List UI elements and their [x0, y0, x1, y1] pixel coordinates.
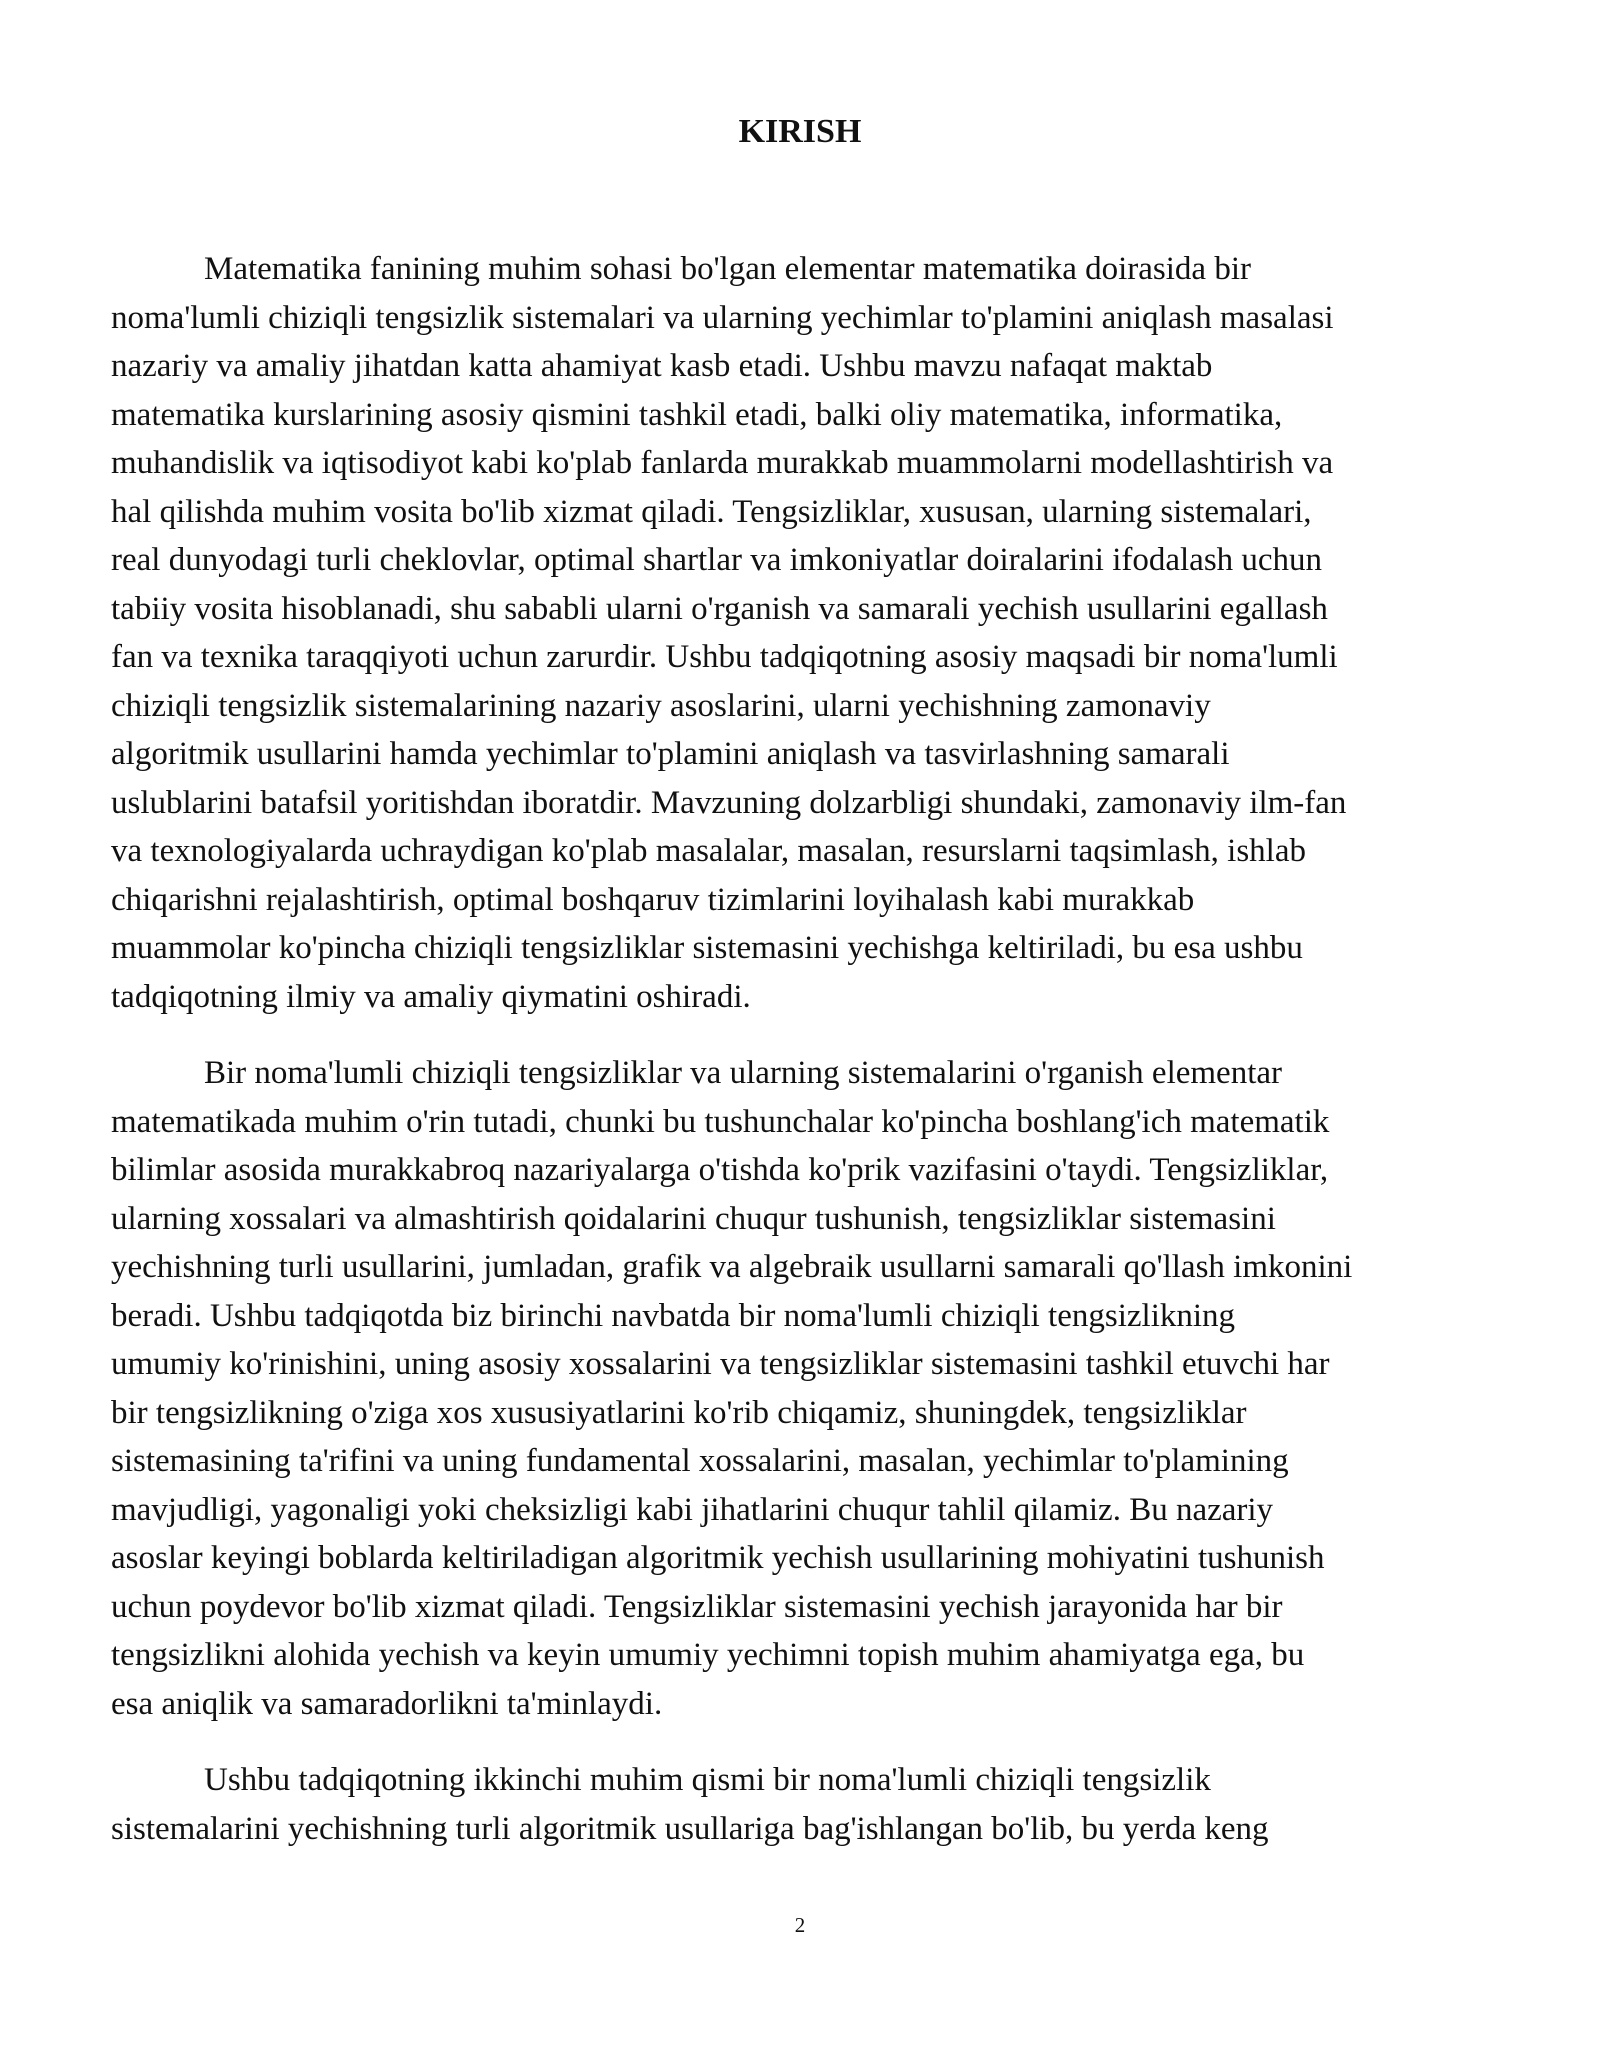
text-line: noma'lumli chiziqli tengsizlik sistemalari va ularning yechimlar to'plamini aniqlash masalasi — [111, 299, 1334, 336]
text-line: chiqarishni rejalashtirish, optimal boshqaruv tizimlarini loyihalash kabi murakkab — [111, 881, 1195, 918]
text-line: matematikada muhim o'rin tutadi, chunki bu tushunchalar ko'pincha boshlang'ich matematik — [111, 1103, 1330, 1140]
text-line: tengsizlikni alohida yechish va keyin umumiy yechimni topish muhim ahamiyatga ega, bu — [111, 1637, 1305, 1673]
paragraph-1 — [111, 245, 1503, 1021]
text-line: tabiiy vosita hisoblanadi, shu sababli ularni o'rganish va samarali yechish usullarini egallash — [111, 590, 1328, 627]
text-line: matematika kurslarining asosiy qismini tashkil etadi, balki oliy matematika, informatika, — [111, 396, 1283, 433]
text-line: bilimlar asosida murakkabroq nazariyalarga o'tishda ko'prik vazifasini o'taydi. Tengsizliklar, — [111, 1152, 1329, 1188]
text-line: fan va texnika taraqqiyoti uchun zarurdir. Ushbu tadqiqotning asosiy maqsadi bir noma'lumli — [111, 639, 1338, 675]
paragraph-2 — [111, 1049, 1503, 1728]
text-line: algoritmik usullarini hamda yechimlar to'plamini aniqlash va tasvirlashning samarali — [111, 736, 1230, 772]
text-line: yechishning turli usullarini, jumladan, grafik va algebraik usullarni samarali qo'llash imkonini — [111, 1249, 1353, 1285]
text-line: hal qilishda muhim vosita bo'lib xizmat qiladi. Tengsizliklar, xususan, ularning sistemalari, — [111, 493, 1312, 530]
text-line: muhandislik va iqtisodiyot kabi ko'plab fanlarda murakkab muammolarni modellashtirish va — [111, 445, 1334, 481]
page-heading: KIRISH — [738, 113, 862, 150]
text-line: uchun poydevor bo'lib xizmat qiladi. Tengsizliklar sistemasini yechish jarayonida har bir — [111, 1588, 1283, 1625]
text-line: esa aniqlik va samaradorlikni ta'minlaydi. — [111, 1685, 663, 1722]
paragraph-3 — [111, 1756, 1503, 1853]
text-line: Matematika fanining muhim sohasi bo'lgan elementar matematika doirasida bir — [204, 251, 1251, 287]
text-line: Bir noma'lumli chiziqli tengsizliklar va ularning sistemalarini o'rganish elementar — [204, 1055, 1283, 1091]
text-line: beradi. Ushbu tadqiqotda biz birinchi navbatda bir noma'lumli chiziqli tengsizlikning — [111, 1297, 1236, 1334]
body-text — [111, 245, 1503, 1881]
text-line: bir tengsizlikning o'ziga xos xususiyatlarini ko'rib chiqamiz, shuningdek, tengsizliklar — [111, 1394, 1247, 1431]
text-line: sistemasining ta'rifini va uning fundamental xossalarini, masalan, yechimlar to'plamining — [111, 1443, 1289, 1479]
text-line: ularning xossalari va almashtirish qoidalarini chuqur tushunish, tengsizliklar sistemasini — [111, 1200, 1276, 1237]
text-line: muammolar ko'pincha chiziqli tengsizliklar sistemasini yechishga keltiriladi, bu esa ushbu — [111, 930, 1303, 966]
text-line: asoslar keyingi boblarda keltiriladigan algoritmik yechish usullarining mohiyatini tushunish — [111, 1540, 1325, 1576]
text-line: va texnologiyalarda uchraydigan ko'plab masalalar, masalan, resurslarni taqsimlash, ishlab — [111, 833, 1306, 869]
text-line: uslublarini batafsil yoritishdan iboratdir. Mavzuning dolzarbligi shundaki, zamonaviy ilm-fan — [111, 784, 1347, 821]
text-line: umumiy ko'rinishini, uning asosiy xossalarini va tengsizliklar sistemasini tashkil etuvchi har — [111, 1346, 1330, 1382]
page-number: 2 — [794, 1913, 806, 1937]
text-line: chiziqli tengsizlik sistemalarining nazariy asoslarini, ularni yechishning zamonaviy — [111, 687, 1211, 724]
text-line: mavjudligi, yagonaligi yoki cheksizligi kabi jihatlarini chuqur tahlil qilamiz. Bu nazariy — [111, 1491, 1274, 1528]
text-line: real dunyodagi turli cheklovlar, optimal shartlar va imkoniyatlar doiralarini ifodalash uchun — [111, 542, 1323, 578]
text-line: Ushbu tadqiqotning ikkinchi muhim qismi bir noma'lumli chiziqli tengsizlik — [204, 1762, 1211, 1798]
text-line: tadqiqotning ilmiy va amaliy qiymatini oshiradi. — [111, 978, 751, 1015]
text-line: nazariy va amaliy jihatdan katta ahamiyat kasb etadi. Ushbu mavzu nafaqat maktab — [111, 348, 1213, 384]
text-line: sistemalarini yechishning turli algoritmik usullariga bag'ishlangan bo'lib, bu yerda keng — [111, 1810, 1269, 1847]
